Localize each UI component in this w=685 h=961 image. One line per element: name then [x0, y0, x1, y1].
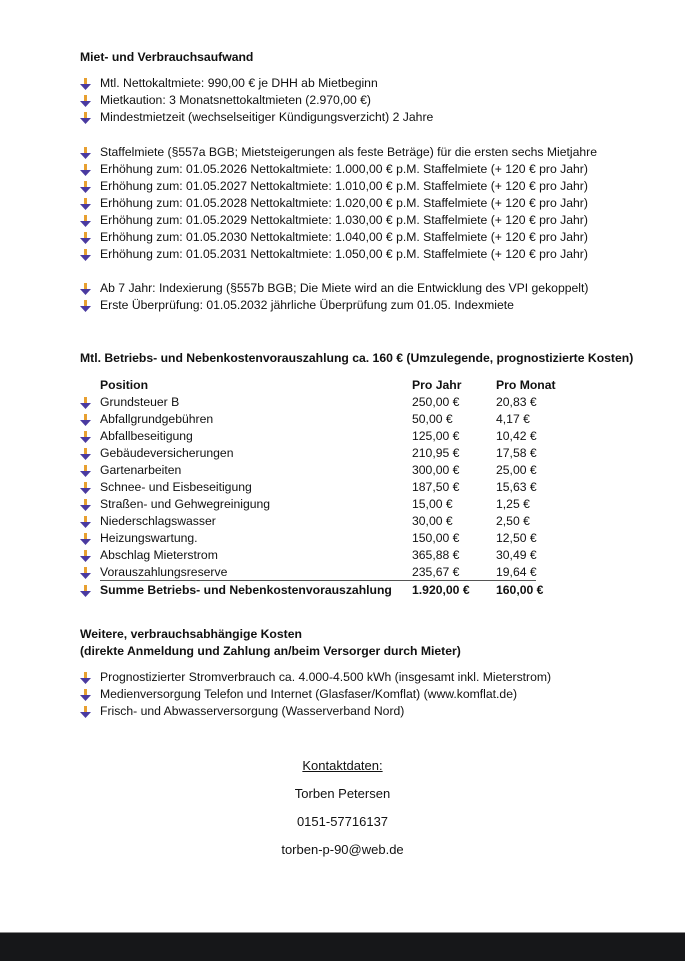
cell-per-month: 10,42 € — [496, 429, 537, 443]
index-rent-item-text: Erste Überprüfung: 01.05.2032 jährliche Überprüfung zum 01.05. Indexmiete — [100, 298, 514, 312]
staffel-item-text: Erhöhung zum: 01.05.2026 Nettokaltmiete: 1.000,00 € p.M. Staffelmiete (+ 120 € pro Jahr) — [100, 162, 588, 176]
cell-per-month: 17,58 € — [496, 446, 537, 460]
section-heading-rent: Miet- und Verbrauchsaufwand — [80, 50, 254, 64]
cell-per-year: 365,88 € — [412, 548, 460, 562]
cell-position: Schnee- und Eisbeseitigung — [100, 480, 252, 494]
cell-position: Straßen- und Gehwegreinigung — [100, 497, 271, 511]
table-row — [80, 530, 560, 547]
table-sum-divider — [100, 580, 536, 581]
rent-terms-item-text: Mtl. Nettokaltmiete: 990,00 € je DHH ab Mietbeginn — [100, 76, 378, 90]
staffel-item-text: Erhöhung zum: 01.05.2030 Nettokaltmiete: 1.040,00 € p.M. Staffelmiete (+ 120 € pro Jahr) — [100, 230, 588, 244]
staffel-item-text: Erhöhung zum: 01.05.2031 Nettokaltmiete: 1.050,00 € p.M. Staffelmiete (+ 120 € pro Jahr) — [100, 247, 588, 261]
arrow-down-bullet-icon — [80, 585, 91, 597]
cell-per-month: 1,25 € — [496, 497, 530, 511]
cell-per-month: 2,50 € — [496, 514, 530, 528]
arrow-down-bullet-icon — [80, 147, 91, 159]
cell-per-year: 235,67 € — [412, 565, 460, 579]
section-heading-consumption-costs: Weitere, verbrauchsabhängige Kosten — [80, 627, 302, 641]
arrow-down-bullet-icon — [80, 689, 91, 701]
arrow-down-bullet-icon — [80, 249, 91, 261]
cell-per-year: 30,00 € — [412, 514, 453, 528]
arrow-down-bullet-icon — [80, 533, 91, 545]
total-label: Summe Betriebs- und Nebenkostenvorauszahlung — [100, 583, 392, 597]
arrow-down-bullet-icon — [80, 232, 91, 244]
staffel-item-text: Erhöhung zum: 01.05.2029 Nettokaltmiete: 1.030,00 € p.M. Staffelmiete (+ 120 € pro Jahr) — [100, 213, 588, 227]
column-header-position: Position — [100, 378, 149, 392]
arrow-down-bullet-icon — [80, 198, 91, 210]
arrow-down-bullet-icon — [80, 397, 91, 409]
cell-per-month: 12,50 € — [496, 531, 537, 545]
total-per-month: 160,00 € — [496, 583, 544, 597]
arrow-down-bullet-icon — [80, 567, 91, 579]
staffel-item-text: Erhöhung zum: 01.05.2027 Nettokaltmiete: 1.010,00 € p.M. Staffelmiete (+ 120 € pro Jahr) — [100, 179, 588, 193]
column-header-per-year: Pro Jahr — [412, 378, 462, 392]
cell-position: Heizungswartung. — [100, 531, 198, 545]
rent-terms-item-text: Mietkaution: 3 Monatsnettokaltmieten (2.970,00 €) — [100, 93, 371, 107]
cell-per-year: 15,00 € — [412, 497, 453, 511]
table-row — [80, 445, 560, 462]
cell-position: Vorauszahlungsreserve — [100, 565, 228, 579]
table-row — [80, 411, 560, 428]
table-row — [80, 462, 560, 479]
table-row — [80, 564, 560, 581]
cell-position: Niederschlagswasser — [100, 514, 216, 528]
arrow-down-bullet-icon — [80, 164, 91, 176]
cell-position: Gartenarbeiten — [100, 463, 182, 477]
cell-per-year: 125,00 € — [412, 429, 460, 443]
arrow-down-bullet-icon — [80, 283, 91, 295]
cell-per-year: 50,00 € — [412, 412, 453, 426]
arrow-down-bullet-icon — [80, 78, 91, 90]
section-heading-operating-costs: Mtl. Betriebs- und Nebenkostenvorauszahlung ca. 160 € (Umzulegende, prognostizierte Kosten) — [80, 351, 634, 365]
table-row — [80, 496, 560, 513]
arrow-down-bullet-icon — [80, 431, 91, 443]
cell-position: Abfallbeseitigung — [100, 429, 193, 443]
cell-position: Gebäudeversicherungen — [100, 446, 234, 460]
contact-name: Torben Petersen — [294, 786, 391, 801]
cell-per-month: 19,64 € — [496, 565, 537, 579]
cell-per-month: 4,17 € — [496, 412, 530, 426]
table-total-row — [80, 582, 560, 599]
total-per-year: 1.920,00 € — [412, 583, 470, 597]
viewer-bottom-bar — [0, 932, 685, 961]
arrow-down-bullet-icon — [80, 550, 91, 562]
arrow-down-bullet-icon — [80, 215, 91, 227]
arrow-down-bullet-icon — [80, 499, 91, 511]
arrow-down-bullet-icon — [80, 482, 91, 494]
arrow-down-bullet-icon — [80, 465, 91, 477]
cell-per-year: 300,00 € — [412, 463, 460, 477]
table-row — [80, 394, 560, 411]
arrow-down-bullet-icon — [80, 112, 91, 124]
cell-per-year: 250,00 € — [412, 395, 460, 409]
section-subheading-consumption-costs: (direkte Anmeldung und Zahlung an/beim Versorger durch Mieter) — [80, 644, 461, 658]
arrow-down-bullet-icon — [80, 181, 91, 193]
staffel-item-text: Erhöhung zum: 01.05.2028 Nettokaltmiete: 1.020,00 € p.M. Staffelmiete (+ 120 € pro Jahr) — [100, 196, 588, 210]
cell-per-year: 150,00 € — [412, 531, 460, 545]
consumption-cost-item-text: Prognostizierter Stromverbrauch ca. 4.000-4.500 kWh (insgesamt inkl. Mieterstrom) — [100, 670, 552, 684]
table-row — [80, 547, 560, 564]
arrow-down-bullet-icon — [80, 300, 91, 312]
index-rent-item-text: Ab 7 Jahr: Indexierung (§557b BGB; Die Miete wird an die Entwicklung des VPI gekoppelt) — [100, 281, 589, 295]
table-row — [80, 513, 560, 530]
cell-position: Grundsteuer B — [100, 395, 180, 409]
cell-position: Abschlag Mieterstrom — [100, 548, 218, 562]
arrow-down-bullet-icon — [80, 95, 91, 107]
arrow-down-bullet-icon — [80, 414, 91, 426]
cell-per-year: 187,50 € — [412, 480, 460, 494]
consumption-cost-item-text: Medienversorgung Telefon und Internet (Glasfaser/Komflat) (www.komflat.de) — [100, 687, 518, 701]
contact-phone: 0151-57716137 — [296, 814, 389, 829]
table-row — [80, 428, 560, 445]
column-header-per-month: Pro Monat — [496, 378, 556, 392]
arrow-down-bullet-icon — [80, 706, 91, 718]
table-row — [80, 479, 560, 496]
contact-heading: Kontaktdaten: — [302, 758, 383, 773]
arrow-down-bullet-icon — [80, 516, 91, 528]
cell-per-month: 25,00 € — [496, 463, 537, 477]
cell-per-month: 30,49 € — [496, 548, 537, 562]
table-header — [80, 377, 560, 394]
contact-email: torben-p-90@web.de — [281, 842, 404, 857]
cell-per-month: 20,83 € — [496, 395, 537, 409]
arrow-down-bullet-icon — [80, 448, 91, 460]
cell-position: Abfallgrundgebühren — [100, 412, 214, 426]
rent-terms-item-text: Mindestmietzeit (wechselseitiger Kündigungsverzicht) 2 Jahre — [100, 110, 434, 124]
cell-per-year: 210,95 € — [412, 446, 460, 460]
cell-per-month: 15,63 € — [496, 480, 537, 494]
arrow-down-bullet-icon — [80, 672, 91, 684]
staffel-item-text: Staffelmiete (§557a BGB; Mietsteigerungen als feste Beträge) für die ersten sechs Mietjahre — [100, 145, 598, 159]
consumption-cost-item-text: Frisch- und Abwasserversorgung (Wasserverband Nord) — [100, 704, 405, 718]
